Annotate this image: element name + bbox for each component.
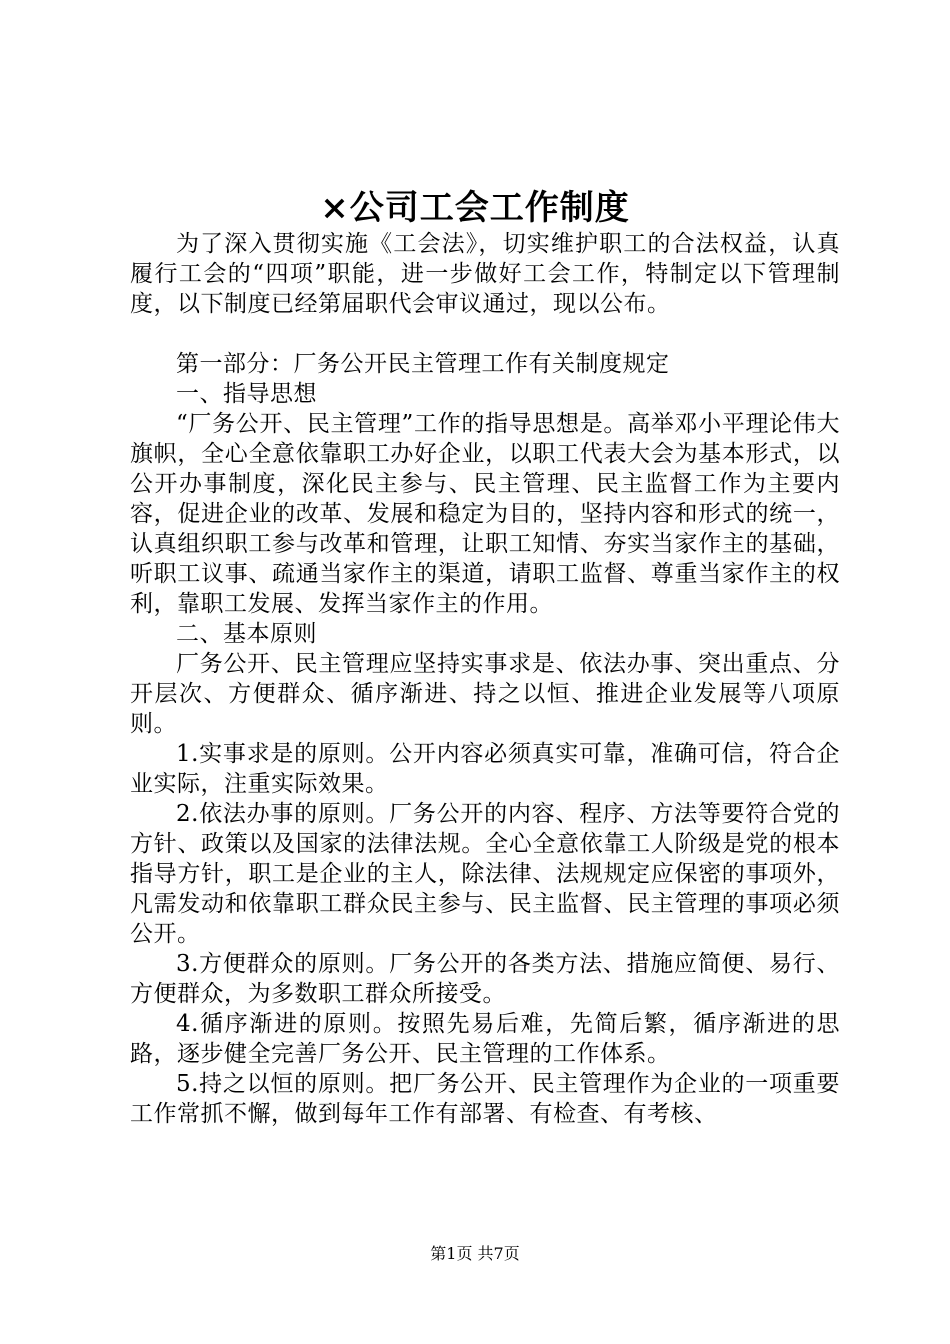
paragraph: 厂务公开、民主管理应坚持实事求是、依法办事、突出重点、分开层次、方便群众、循序渐进、持之以恒、推进企业发展等八项原则。 [130,651,840,737]
document-title: ×公司工会工作制度 [320,188,630,228]
section-heading-guiding-ideology: 一、指导思想 [176,381,317,407]
paragraph-intro: 为了深入贯彻实施《工会法》，切实维护职工的合法权益，认真履行工会的“四项”职能，进一步做好工会工作，特制定以下管理制度，以下制度已经第届职代会审议通过，现以公布。 [130,231,840,317]
section-heading-part-one: 第一部分：厂务公开民主管理工作有关制度规定 [176,351,670,377]
list-item: 2.依法办事的原则。厂务公开的内容、程序、方法等要符合党的方针、政策以及国家的法律法规。全心全意依靠工人阶级是党的根本指导方针，职工是企业的主人，除法律、法规规定应保密的事项外，凡需发动和依靠职工群众民主参与、民主监督、民主管理的事项必须公开。 [130,801,840,947]
paragraph: “厂务公开、民主管理”工作的指导思想是。高举邓小平理论伟大旗帜，全心全意依靠职工办好企业，以职工代表大会为基本形式，以公开办事制度，深化民主参与、民主管理、民主监督工作为主要内容，促进企业的改革、发展和稳定为目的，坚持内容和形式的统一，认真组织职工参与改革和管理，让职工知情、夯实当家作主的基础，听职工议事、疏通当家作主的渠道，请职工监督、尊重当家作主的权利，靠职工发展、发挥当家作主的作用。 [130,411,840,617]
section-heading-basic-principles: 二、基本原则 [176,621,317,647]
document-body [130,229,840,1129]
list-item: 5.持之以恒的原则。把厂务公开、民主管理作为企业的一项重要工作常抓不懈，做到每年工作有部署、有检查、有考核、 [130,1071,840,1127]
list-item: 1.实事求是的原则。公开内容必须真实可靠，准确可信，符合企业实际，注重实际效果。 [130,741,840,797]
page-number-footer: 第1页 共7页 [430,1244,520,1263]
list-item: 4.循序渐进的原则。按照先易后难，先简后繁，循序渐进的思路，逐步健全完善厂务公开、民主管理的工作体系。 [130,1011,840,1067]
list-item: 3.方便群众的原则。厂务公开的各类方法、措施应简便、易行、方便群众，为多数职工群众所接受。 [130,951,840,1007]
